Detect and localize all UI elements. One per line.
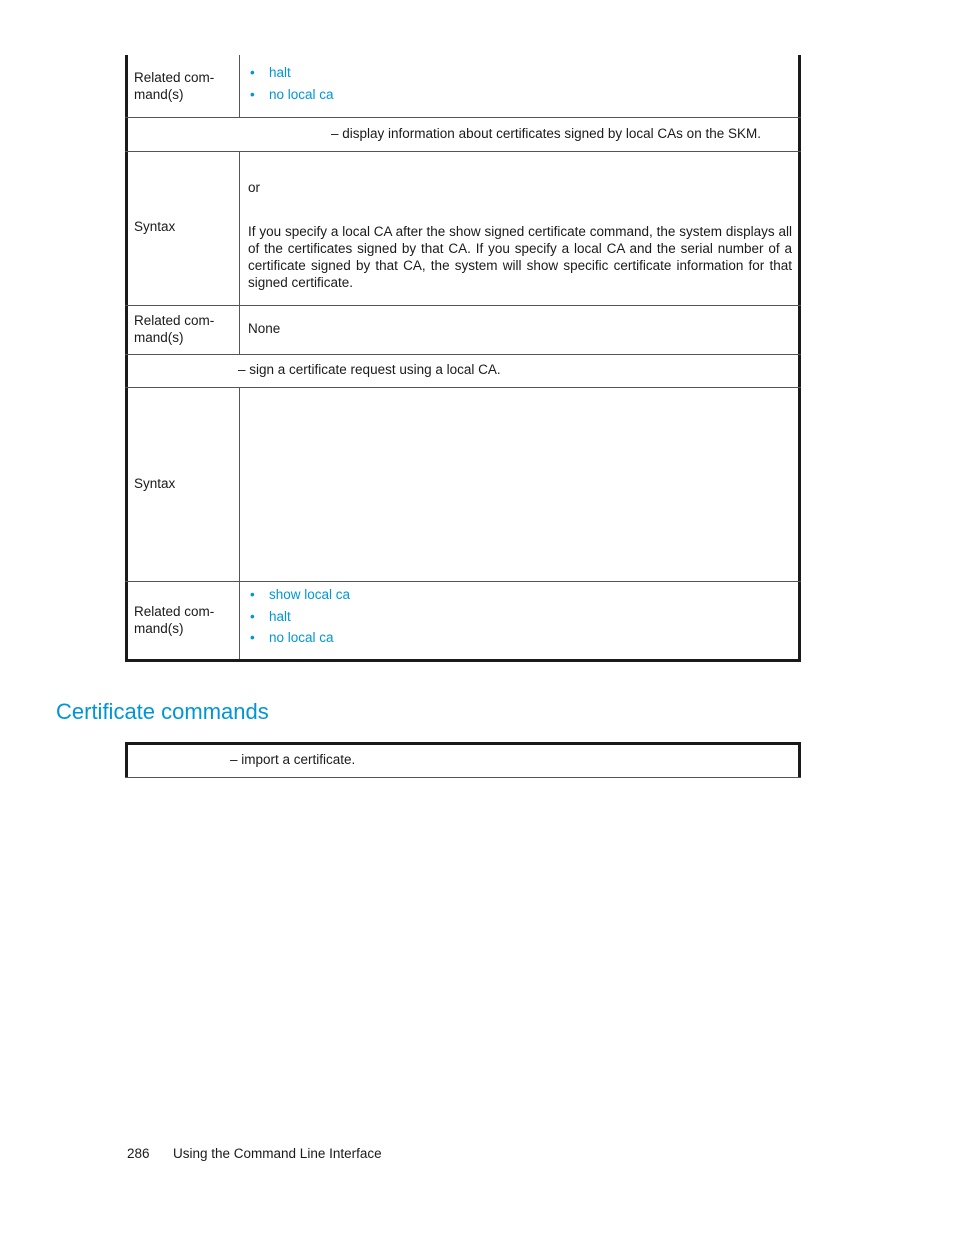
certificate-command-table bbox=[125, 742, 801, 779]
page-footer bbox=[127, 1145, 382, 1162]
command-link[interactable]: • no local ca bbox=[248, 84, 792, 106]
row-label: Syntax bbox=[134, 476, 176, 491]
syntax-description: If you specify a local CA after the show signed certificate command, the system displays all of the certificates signed by that CA. If you specify a local CA and the serial number of a certificate signed by that CA, the system will show specific certificate information for that signed certificate. bbox=[248, 224, 792, 290]
related-commands-value: None bbox=[248, 321, 281, 336]
command-header-row bbox=[125, 117, 801, 151]
table-left-border bbox=[125, 742, 128, 778]
command-description: – display information about certificates signed by local CAs on the SKM. bbox=[331, 126, 761, 141]
command-table bbox=[125, 55, 801, 663]
table-row bbox=[125, 151, 801, 305]
command-link[interactable]: • no local ca bbox=[248, 627, 792, 649]
command-description: – import a certificate. bbox=[230, 752, 356, 767]
command-header-row bbox=[125, 354, 801, 387]
table-bottom-border bbox=[125, 659, 801, 662]
table-row bbox=[125, 581, 801, 659]
command-link[interactable]: • halt bbox=[248, 606, 792, 628]
row-label: Syntax bbox=[134, 219, 176, 234]
table-row bbox=[125, 387, 801, 581]
row-divider bbox=[125, 777, 801, 778]
page-number: 286 bbox=[127, 1146, 150, 1161]
row-label: Related com- mand(s) bbox=[134, 70, 215, 102]
cell-divider bbox=[239, 581, 240, 659]
command-description: – sign a certificate request using a local CA. bbox=[238, 362, 501, 377]
cell-divider bbox=[239, 387, 240, 581]
table-row bbox=[125, 305, 801, 354]
cell-divider bbox=[239, 55, 240, 117]
table-top-border bbox=[125, 742, 801, 745]
footer-title: Using the Command Line Interface bbox=[173, 1146, 382, 1161]
row-label: Related com- mand(s) bbox=[134, 313, 215, 345]
cell-divider bbox=[239, 151, 240, 305]
row-label: Related com- mand(s) bbox=[134, 604, 215, 636]
cell-divider bbox=[239, 305, 240, 354]
table-right-border bbox=[798, 742, 801, 778]
section-heading: Certificate commands bbox=[56, 699, 269, 724]
command-link[interactable]: • halt bbox=[248, 62, 792, 84]
or-text: or bbox=[248, 180, 261, 195]
table-row bbox=[125, 55, 801, 117]
related-commands-list bbox=[248, 584, 792, 649]
related-commands-list bbox=[248, 62, 792, 105]
command-link[interactable]: • show local ca bbox=[248, 584, 792, 606]
